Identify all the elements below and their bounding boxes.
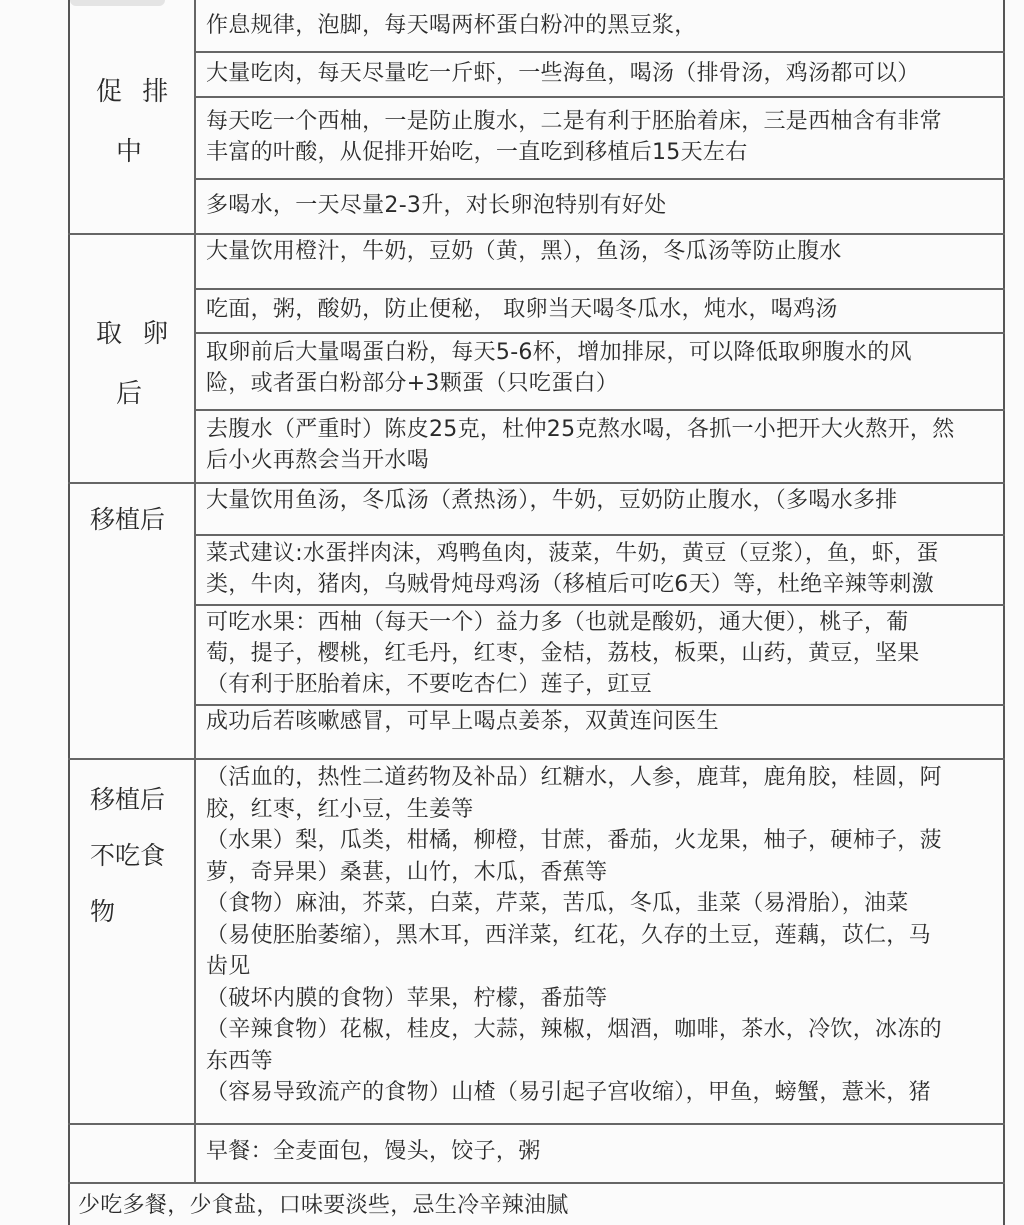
cell-line: （辛辣食物）花椒，桂皮，大蒜，辣椒，烟酒，咖啡，茶水，冷饮，冰冻的 (206, 1017, 942, 1042)
table-cell (206, 414, 955, 476)
row-divider (194, 604, 1005, 606)
row-divider (194, 288, 1005, 290)
table-cell (206, 607, 920, 700)
section-divider (68, 1182, 1005, 1184)
section-label-line: 后 (116, 379, 149, 409)
cell-line: 作息规律，泡脚，每天喝两杯蛋白粉冲的黑豆浆， (206, 13, 697, 38)
cell-line: 菜式建议:水蛋拌肉沫，鸡鸭鱼肉，菠菜，牛奶，黄豆（豆浆），鱼，虾，蛋 (206, 541, 939, 566)
section-label-line: 促 排 (96, 77, 175, 107)
section-divider (68, 1123, 1005, 1125)
section-label-line: 取 卵 (96, 319, 175, 349)
cell-line: 去腹水（严重时）陈皮25克，杜仲25克熬水喝，各抓一小把开大火熬开，然 (206, 417, 955, 442)
cell-line: 大量饮用橙汁，牛奶，豆奶（黄，黑），鱼汤，冬瓜汤等防止腹水 (206, 239, 842, 264)
section-label-line: 不吃食 (90, 841, 166, 870)
cell-line: （活血的，热性二道药物及补品）红糖水，人参，鹿茸，鹿角胶，桂圆，阿 (206, 765, 942, 790)
table-cell (206, 106, 942, 168)
section-label-line: 移植后 (90, 785, 166, 814)
cell-line: （易使胚胎萎缩），黑木耳，西洋菜，红花，久存的土豆，莲藕，苡仁，马 (206, 922, 931, 948)
cell-line: 大量吃肉，每天尽量吃一斤虾，一些海鱼，喝汤（排骨汤，鸡汤都可以） (206, 61, 920, 86)
table-cell (206, 538, 939, 600)
cell-line: 多喝水，一天尽量2-3升，对长卵泡特别有好处 (206, 193, 667, 218)
cell-line: 可吃水果：西柚（每天一个）益力多（也就是酸奶，通大便），桃子，葡 (206, 610, 909, 635)
cell-line: 萝，奇异果）桑葚，山竹，木瓜，香蕉等 (206, 859, 608, 885)
cell-line: 吃面，粥，酸奶，防止便秘， 取卵当天喝冬瓜水，炖水，喝鸡汤 (206, 297, 838, 322)
table-cell (206, 485, 898, 516)
row-divider (194, 178, 1005, 180)
table-cell (206, 58, 920, 89)
cell-line: 大量饮用鱼汤，冬瓜汤（煮热汤），牛奶，豆奶防止腹水，（多喝水多排 (206, 488, 898, 513)
section-divider (68, 482, 1005, 484)
table-cell (206, 762, 942, 1109)
cell-line: （破坏内膜的食物）苹果，柠檬，番茄等 (206, 985, 608, 1011)
table-cell (206, 337, 912, 399)
cell-line: 胶，红枣，红小豆，生姜等 (206, 796, 474, 822)
table-cell (206, 190, 667, 221)
row-divider (194, 409, 1005, 411)
cell-line: 东西等 (206, 1048, 273, 1074)
cell-line: 取卵前后大量喝蛋白粉，每天5-6杯，增加排尿，可以降低取卵腹水的风 (206, 340, 912, 365)
table-cell (206, 1136, 541, 1167)
cell-line: 每天吃一个西柚，一是防止腹水，二是有利于胚胎着床，三是西柚含有非常 (206, 109, 942, 134)
section-divider (68, 758, 1005, 760)
cell-line: 类，牛肉，猪肉，乌贼骨炖母鸡汤（移植后可吃6天）等，杜绝辛辣等刺激 (206, 572, 934, 597)
table-cell (206, 706, 719, 737)
row-divider (194, 96, 1005, 98)
section-label-line: 移植后 (90, 505, 166, 534)
section-label-line: 物 (90, 897, 116, 926)
cell-line: 丰富的叶酸，从促排开始吃，一直吃到移植后15天左右 (206, 140, 748, 165)
cell-line: 齿见 (206, 954, 251, 979)
cell-line: （水果）梨，瓜类，柑橘，柳橙，甘蔗，番茄，火龙果，柚子，硬柿子，菠 (206, 828, 942, 853)
row-divider (194, 51, 1005, 53)
cell-line: 险，或者蛋白粉部分+3颗蛋（只吃蛋白） (206, 371, 619, 396)
table-cell (206, 10, 697, 41)
cell-line: 后小火再熬会当开水喝 (206, 448, 430, 473)
footer-note (78, 1190, 569, 1221)
section-label (96, 304, 174, 424)
section-divider (68, 233, 1005, 235)
cell-line: 成功后若咳嗽感冒，可早上喝点姜茶，双黄连问医生 (206, 709, 719, 734)
section-label (96, 62, 174, 182)
section-label-line: 中 (116, 137, 149, 167)
row-divider (194, 534, 1005, 536)
cell-line: （容易导致流产的食物）山楂（易引起子宫收缩），甲鱼，螃蟹，薏米，猪 (206, 1080, 931, 1105)
footer-line: 少吃多餐，少食盐，口味要淡些，忌生冷辛辣油腻 (78, 1193, 569, 1218)
table-cell (206, 236, 842, 267)
row-divider (194, 332, 1005, 334)
section-label (90, 492, 165, 548)
cell-line: 早餐：全麦面包，馒头，饺子，粥 (206, 1139, 541, 1164)
cell-line: （食物）麻油，芥菜，白菜，芹菜，苦瓜，冬瓜，韭菜（易滑胎），油菜 (206, 891, 909, 916)
table-cell (206, 294, 838, 325)
section-label (90, 772, 165, 940)
cell-line: 萄，提子，樱桃，红毛丹，红枣，金桔，荔枝，板栗，山药，黄豆，坚果 (206, 641, 920, 666)
cell-line: （有利于胚胎着床，不要吃杏仁）莲子，豇豆 (206, 672, 653, 697)
